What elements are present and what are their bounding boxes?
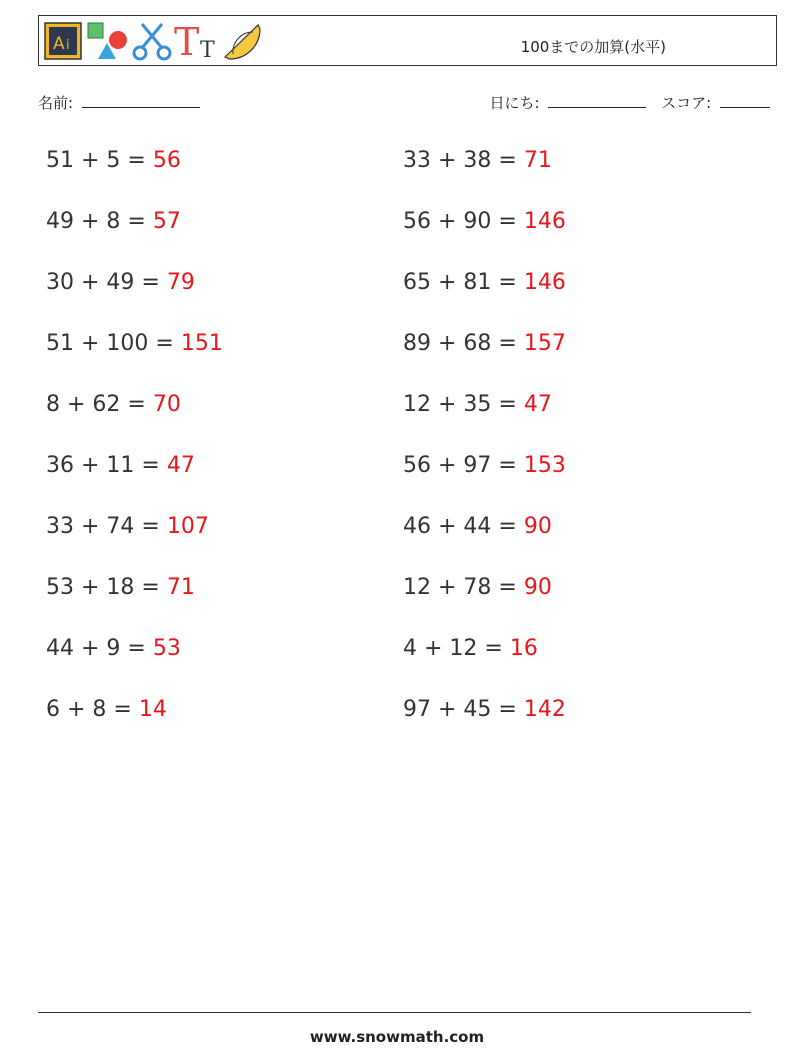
problem-question: 6 + 8 = — [46, 697, 139, 722]
name-label: 名前: — [38, 94, 74, 112]
page-title: 100までの加算(水平) — [520, 38, 666, 56]
problem-question: 12 + 78 = — [403, 575, 524, 600]
problem-item — [403, 209, 566, 234]
problem-question: 33 + 38 = — [403, 148, 524, 173]
problem-question: 51 + 100 = — [46, 331, 181, 356]
problem-question: 44 + 9 = — [46, 636, 153, 661]
problem-answer: 70 — [152, 392, 181, 417]
problem-item — [46, 575, 195, 600]
problem-question: 30 + 49 = — [46, 270, 167, 295]
svg-text:T: T — [200, 38, 215, 61]
protractor-icon — [222, 21, 262, 61]
problem-answer: 47 — [166, 453, 195, 478]
problem-answer: 79 — [166, 270, 195, 295]
problem-question: 56 + 90 = — [403, 209, 524, 234]
problem-question: 49 + 8 = — [46, 209, 153, 234]
problem-item — [403, 575, 552, 600]
problem-question: 4 + 12 = — [403, 636, 510, 661]
problem-answer: 142 — [523, 697, 566, 722]
problem-answer: 56 — [152, 148, 181, 173]
problem-answer: 90 — [523, 575, 552, 600]
problem-answer: 14 — [138, 697, 167, 722]
scissors-icon — [132, 21, 172, 61]
problem-item — [46, 331, 223, 356]
problem-item — [403, 453, 566, 478]
problem-item — [46, 453, 195, 478]
problem-item — [46, 209, 181, 234]
problem-answer: 146 — [523, 209, 566, 234]
problem-question: 51 + 5 = — [46, 148, 153, 173]
problem-item — [403, 331, 566, 356]
problem-item — [46, 636, 181, 661]
score-blank — [720, 93, 770, 108]
problem-answer: 90 — [523, 514, 552, 539]
problem-question: 46 + 44 = — [403, 514, 524, 539]
date-label: 日にち: — [489, 94, 540, 112]
problem-item — [46, 514, 209, 539]
header-icons — [44, 21, 262, 61]
problem-item — [46, 392, 181, 417]
problem-item — [403, 392, 552, 417]
problem-answer: 53 — [152, 636, 181, 661]
problem-question: 89 + 68 = — [403, 331, 524, 356]
problem-item — [403, 514, 552, 539]
problem-question: 12 + 35 = — [403, 392, 524, 417]
date-score-field — [490, 92, 770, 113]
problem-item — [403, 270, 566, 295]
problem-question: 97 + 45 = — [403, 697, 524, 722]
shapes-icon — [86, 21, 130, 61]
footer-divider — [38, 1012, 751, 1013]
problem-answer: 71 — [166, 575, 195, 600]
problem-item — [403, 697, 566, 722]
problem-question: 33 + 74 = — [46, 514, 167, 539]
text-size-icon — [174, 21, 220, 61]
svg-text:A: A — [53, 34, 65, 54]
date-blank — [548, 93, 646, 108]
problem-question: 53 + 18 = — [46, 575, 167, 600]
problem-answer: 146 — [523, 270, 566, 295]
ai-logo-icon — [44, 22, 82, 60]
problem-item — [403, 148, 552, 173]
problem-answer: 153 — [523, 453, 566, 478]
footer-website: www.snowmath.com — [309, 1028, 485, 1046]
problem-answer: 107 — [166, 514, 209, 539]
problem-question: 56 + 97 = — [403, 453, 524, 478]
svg-text:T: T — [174, 21, 200, 61]
problem-item — [403, 636, 538, 661]
score-label: スコア: — [661, 94, 712, 112]
problem-question: 65 + 81 = — [403, 270, 524, 295]
name-field — [38, 92, 200, 113]
problem-answer: 57 — [152, 209, 181, 234]
problem-item — [46, 697, 167, 722]
problem-answer: 47 — [523, 392, 552, 417]
svg-text:i: i — [66, 38, 70, 53]
problem-question: 8 + 62 = — [46, 392, 153, 417]
problem-answer: 157 — [523, 331, 566, 356]
name-blank — [82, 93, 200, 108]
problem-question: 36 + 11 = — [46, 453, 167, 478]
problem-answer: 151 — [180, 331, 223, 356]
problem-answer: 71 — [523, 148, 552, 173]
problem-item — [46, 270, 195, 295]
header-box — [38, 15, 777, 66]
problem-answer: 16 — [509, 636, 538, 661]
problem-item — [46, 148, 181, 173]
